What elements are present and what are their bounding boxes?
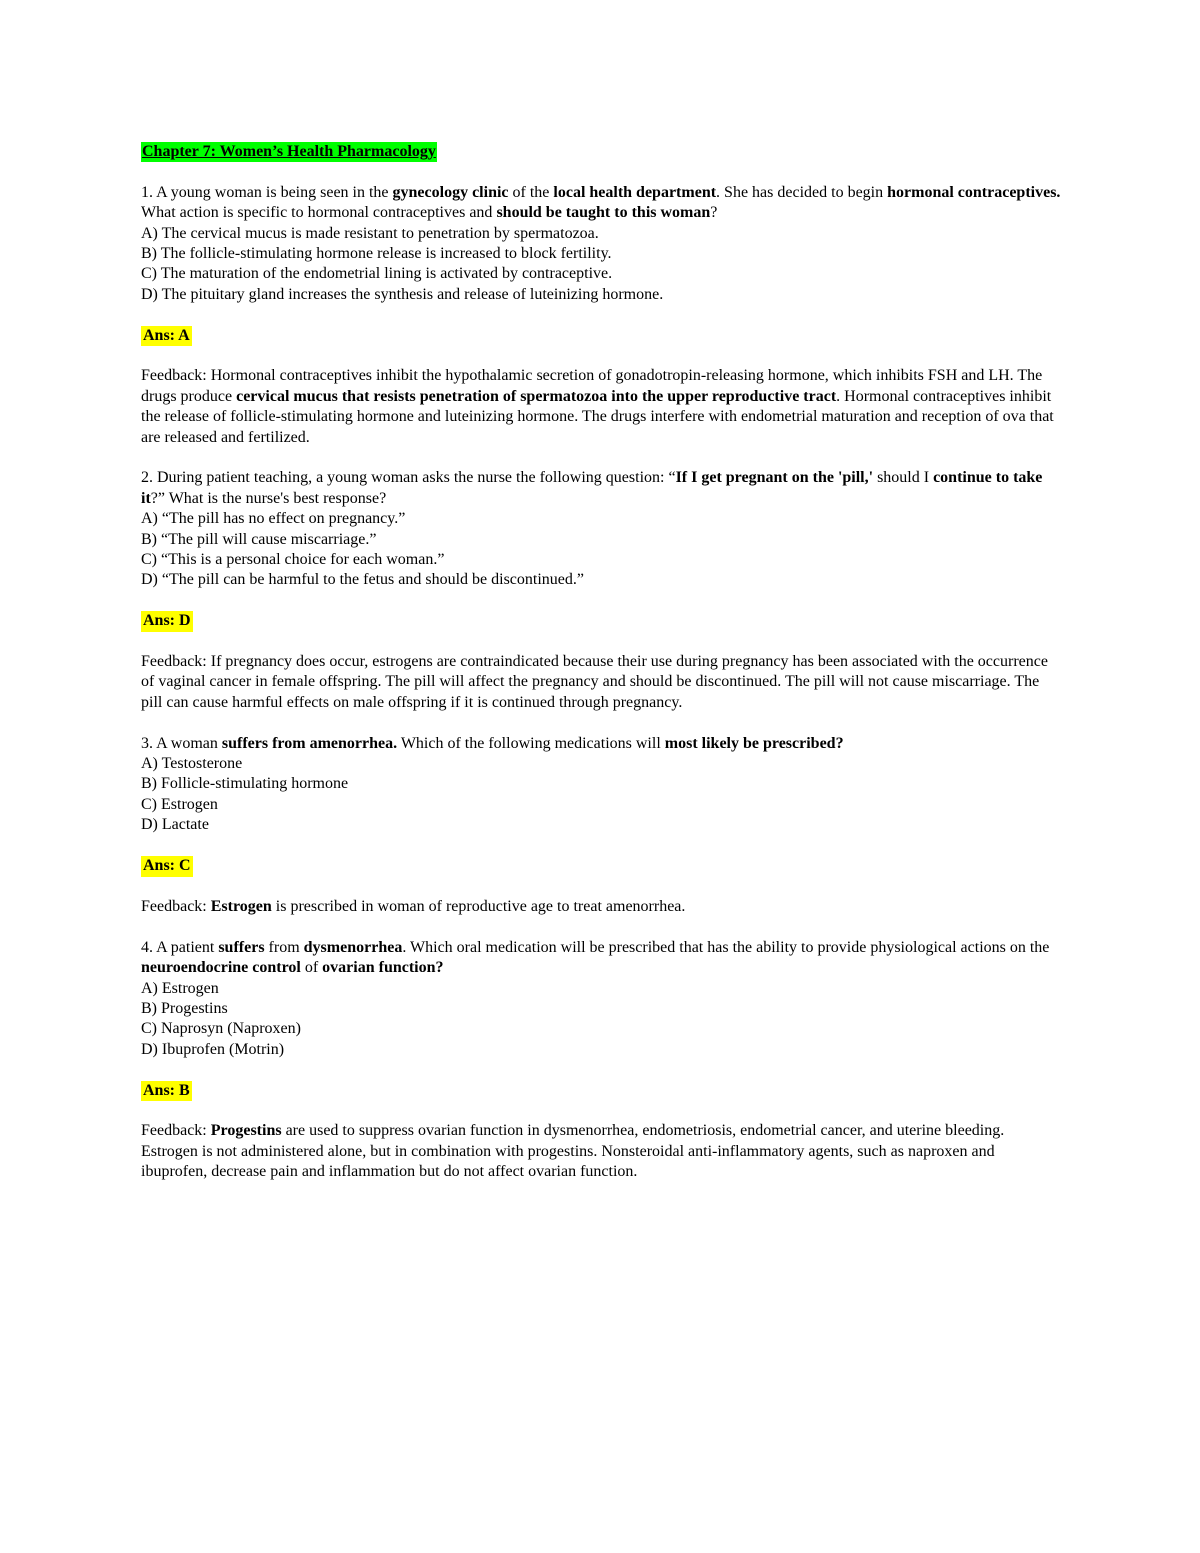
answer-option: A) “The pill has no effect on pregnancy.” bbox=[141, 510, 406, 528]
question-stem-text: Which of the following medications will bbox=[397, 734, 665, 752]
question-stem-text: 3. A woman bbox=[141, 734, 222, 752]
question-stem-text: from bbox=[264, 938, 304, 956]
feedback-run: cervical mucus that resists penetration of spermatozoa into the upper reproductive tract bbox=[236, 387, 837, 405]
question-stem-text: gynecology clinic bbox=[392, 183, 509, 201]
feedback-text bbox=[141, 1121, 1061, 1182]
answer-key: Ans: A bbox=[141, 326, 192, 346]
answer-option: B) Follicle-stimulating hormone bbox=[141, 775, 349, 793]
answer-line bbox=[141, 1081, 1061, 1101]
question-stem-text: of the bbox=[508, 183, 554, 201]
question-stem-text: suffers from amenorrhea. bbox=[221, 734, 398, 752]
question-stem-text: should be taught to this woman bbox=[496, 204, 711, 222]
feedback-run: Feedback: Hormonal contraceptives inhibit the hypothalamic secretion of gonadotropin-releasing hormone, which inhibits FSH and LH. The drugs produce bbox=[141, 367, 1043, 405]
answer-option: C) “This is a personal choice for each woman.” bbox=[141, 551, 445, 569]
question-block bbox=[141, 938, 1061, 1183]
question-stem-text: If I get pregnant on the 'pill,' bbox=[675, 469, 874, 487]
question-stem-text: ? bbox=[710, 204, 718, 222]
question-stem-text: local health department bbox=[553, 183, 717, 201]
feedback-run: Feedback: bbox=[141, 897, 211, 915]
feedback-run: Feedback: If pregnancy does occur, estrogens are contraindicated because their use during pregnancy has been associated with the occurrence of vaginal cancer in female offspring. The pill will affect the pregnancy and should be discontinued. The pill will not cause miscarriage. The pill can cause harmful effects on male offspring if it is continued through pregnancy. bbox=[141, 653, 1048, 711]
question-stem-text: . Which oral medication will be prescribed that has the ability to provide physiological actions on the bbox=[402, 938, 1050, 956]
answer-option: D) Ibuprofen (Motrin) bbox=[141, 1040, 285, 1058]
question-stem-text: suffers bbox=[218, 938, 265, 956]
answer-option: B) The follicle-stimulating hormone release is increased to block fertility. bbox=[141, 245, 612, 263]
feedback-text bbox=[141, 366, 1061, 448]
question-stem-text: 2. During patient teaching, a young woman asks the nurse the following question: “ bbox=[141, 469, 676, 487]
question-stem-text: should I bbox=[873, 469, 934, 487]
document-page bbox=[141, 142, 1061, 1183]
question-stem-text: most likely be prescribed? bbox=[664, 734, 844, 752]
question-stem-text: continue to take it bbox=[141, 469, 1043, 507]
answer-option: C) The maturation of the endometrial lining is activated by contraceptive. bbox=[141, 265, 613, 283]
question-stem-text: 1. A young woman is being seen in the bbox=[141, 183, 393, 201]
feedback-run: Estrogen bbox=[210, 897, 272, 915]
question-stem-text: . She has decided to begin bbox=[716, 183, 888, 201]
feedback-run: is prescribed in woman of reproductive age to treat amenorrhea. bbox=[271, 897, 686, 915]
feedback-run: . Hormonal contraceptives inhibit the release of follicle-stimulating hormone and luteinizing hormone. The drugs interfere with endometrial maturation and reception of ova that are released and fertilized. bbox=[141, 387, 1054, 446]
feedback-run: are used to suppress ovarian function in dysmenorrhea, endometriosis, endometrial cancer, and uterine bleeding. Estrogen is not administered alone, but in combination with progestins. Nonsteroidal anti-inflammatory agents, such as naproxen and ibuprofen, decrease pain and inflammation but do not affect ovarian function. bbox=[141, 1122, 1005, 1181]
question-stem-text: of bbox=[300, 959, 323, 977]
answer-option: D) “The pill can be harmful to the fetus and should be discontinued.” bbox=[141, 571, 584, 589]
answer-key: Ans: B bbox=[141, 1081, 192, 1101]
question-stem bbox=[141, 938, 1061, 979]
question-stem bbox=[141, 468, 1061, 509]
question-stem-text: ovarian function? bbox=[322, 959, 444, 977]
answer-line bbox=[141, 611, 1061, 631]
question-block bbox=[141, 183, 1061, 469]
question-block bbox=[141, 468, 1061, 733]
question-block bbox=[141, 734, 1061, 938]
question-stem bbox=[141, 734, 1061, 754]
question-list bbox=[141, 183, 1061, 1183]
answer-option: D) Lactate bbox=[141, 816, 209, 834]
answer-line bbox=[141, 326, 1061, 346]
question-stem bbox=[141, 183, 1061, 224]
feedback-run: Progestins bbox=[210, 1122, 282, 1140]
answer-option: B) Progestins bbox=[141, 999, 228, 1017]
feedback-text bbox=[141, 897, 1061, 917]
question-stem-text: dysmenorrhea bbox=[303, 938, 403, 956]
feedback-run: Feedback: bbox=[141, 1122, 211, 1140]
feedback-text bbox=[141, 652, 1061, 713]
answer-option: A) Testosterone bbox=[141, 755, 243, 773]
question-stem-text: hormonal contraceptives. bbox=[887, 183, 1061, 201]
question-stem-text: neuroendocrine control bbox=[141, 959, 301, 977]
answer-option: C) Estrogen bbox=[141, 795, 218, 813]
answer-option: B) “The pill will cause miscarriage.” bbox=[141, 530, 377, 548]
answer-option: D) The pituitary gland increases the synthesis and release of luteinizing hormone. bbox=[141, 285, 664, 303]
question-stem-text: What action is specific to hormonal contraceptives and bbox=[141, 204, 497, 222]
answer-line bbox=[141, 856, 1061, 876]
answer-option: C) Naprosyn (Naproxen) bbox=[141, 1020, 301, 1038]
question-stem-text: 4. A patient bbox=[141, 938, 219, 956]
answer-option: A) The cervical mucus is made resistant to penetration by spermatozoa. bbox=[141, 224, 599, 242]
question-stem-text: ?” What is the nurse's best response? bbox=[150, 489, 387, 507]
answer-key: Ans: C bbox=[141, 856, 193, 876]
answer-option: A) Estrogen bbox=[141, 979, 219, 997]
chapter-title: Chapter 7: Women’s Health Pharmacology bbox=[141, 142, 437, 162]
answer-key: Ans: D bbox=[141, 611, 193, 631]
